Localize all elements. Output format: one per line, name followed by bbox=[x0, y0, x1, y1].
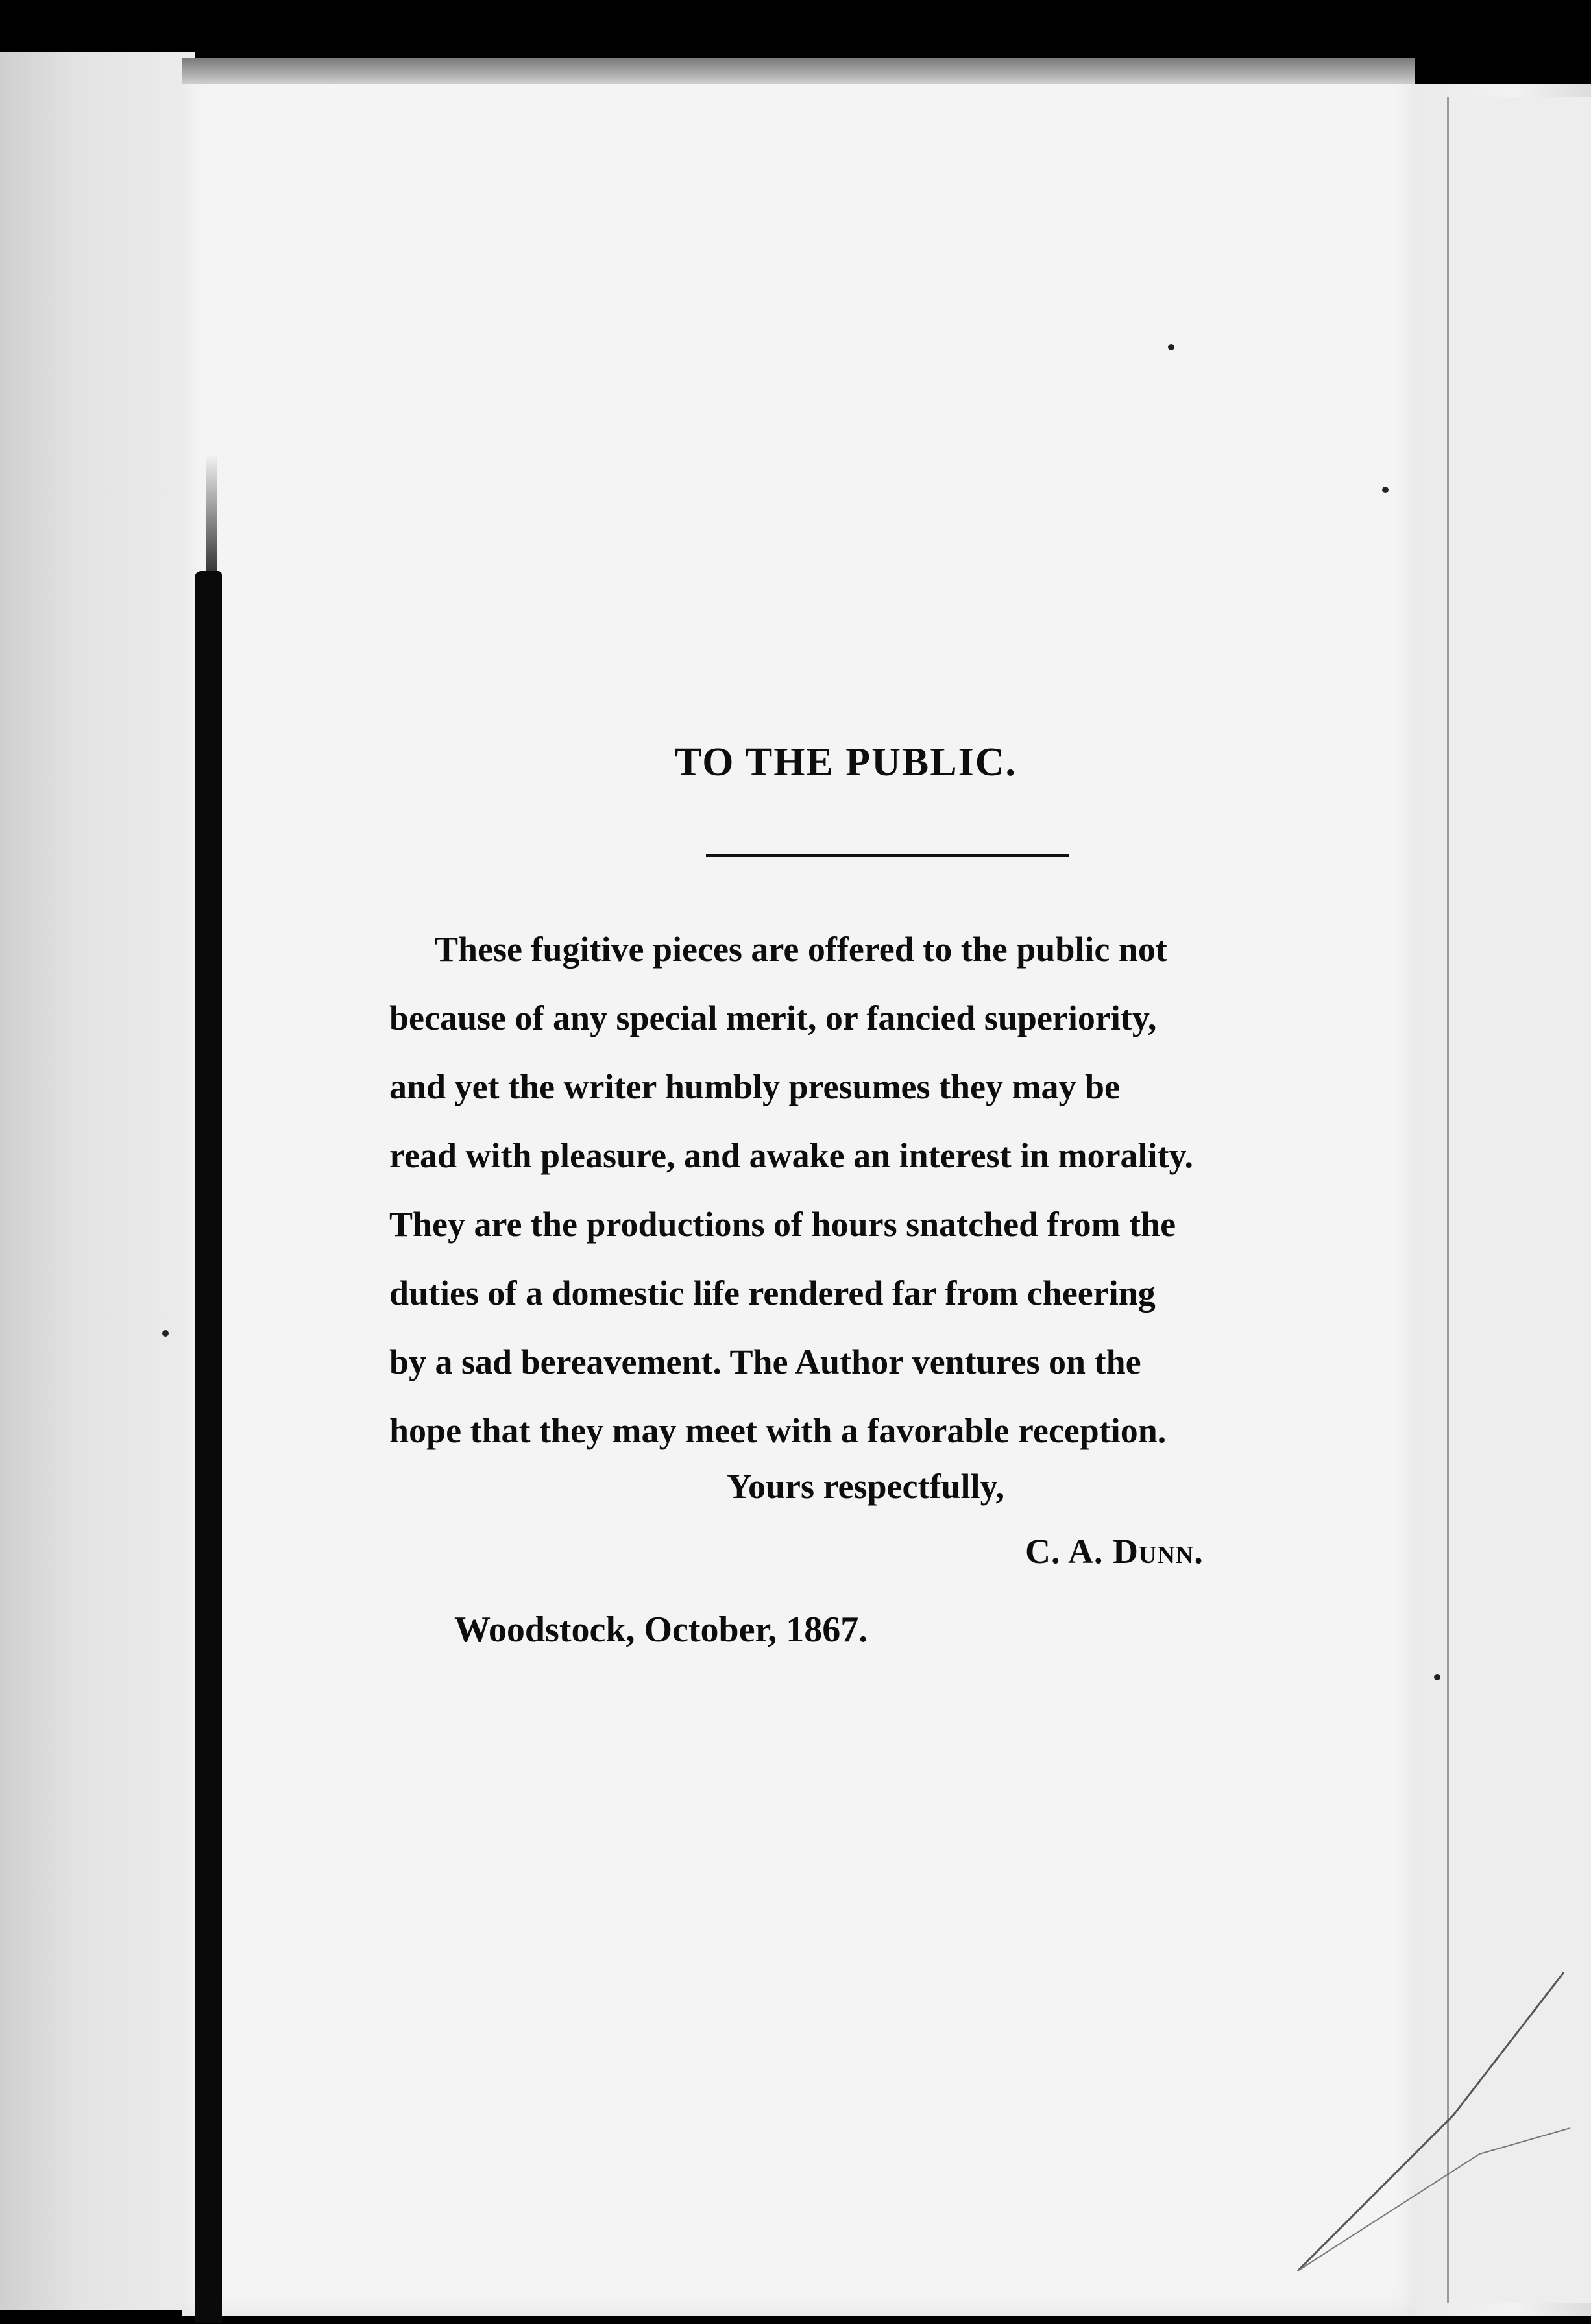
body-line: by a sad bereavement. The Author ventures on the bbox=[389, 1342, 1141, 1381]
ink-speck bbox=[1168, 344, 1174, 350]
folded-corner-lines bbox=[1285, 1959, 1583, 2284]
body-line: They are the productions of hours snatched from the bbox=[389, 1205, 1176, 1244]
body-line: These fugitive pieces are offered to the public not bbox=[435, 930, 1167, 969]
body-line: and yet the writer humbly presumes they may be bbox=[389, 1067, 1120, 1106]
body-line: duties of a domestic life rendered far from cheering bbox=[389, 1274, 1156, 1313]
ink-speck bbox=[1434, 1674, 1440, 1680]
dateline: Woodstock, October, 1867. bbox=[454, 1610, 868, 1650]
body-paragraph bbox=[389, 915, 1376, 1465]
binding-crease-top bbox=[206, 454, 217, 584]
page-title: TO THE PUBLIC. bbox=[675, 740, 1017, 784]
ink-speck bbox=[162, 1330, 169, 1337]
binding-crease bbox=[195, 571, 222, 2323]
title-rule bbox=[706, 854, 1069, 857]
body-line: hope that they may meet with a favorable reception. bbox=[389, 1411, 1167, 1450]
closing-salutation: Yours respectfully, bbox=[727, 1467, 1004, 1506]
ink-speck bbox=[1382, 487, 1389, 493]
top-shadow-band bbox=[182, 58, 1415, 84]
body-line: because of any special merit, or fancied superiority, bbox=[389, 999, 1157, 1037]
left-facing-page bbox=[0, 52, 195, 2310]
body-line: read with pleasure, and awake an interest in morality. bbox=[389, 1136, 1194, 1175]
signature: C. A. Dunn. bbox=[1025, 1532, 1204, 1571]
